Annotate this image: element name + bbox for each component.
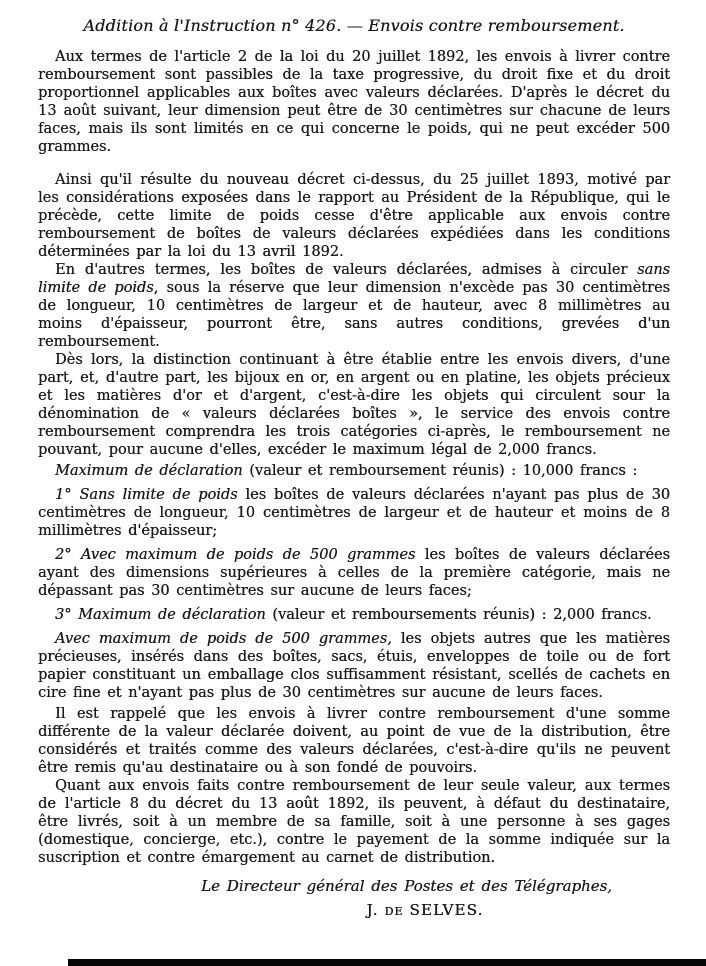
signature-particle: DE	[384, 905, 404, 918]
paragraph-item-3-max-declaration-2000: 3° Maximum de déclaration (valeur et remboursements réunis) : 2,000 francs.	[55, 607, 652, 623]
paragraph-il-est-rappele: Il est rappelé que les envois à livrer contre remboursement d'une somme différente de la valeur déclarée doivent, au point de vue de la distribution, être considérés et traités comme des valeurs déclarées, c'est-à-dire qu'ils ne peuvent être remis qu'au destinataire ou à son fondé de pouvoirs.	[38, 706, 670, 776]
paragraph-en-dautres-termes: En d'autres termes, les boîtes de valeurs déclarées, admises à circuler sans limite de poids, sous la réserve que leur dimension n'excède pas 30 centimètres de longueur, 10 centimètres de largeur et de hauteur, avec 8 millimètres au moins d'épaisseur, pourront être, sans autres conditions, grevées d'un remboursement.	[38, 262, 670, 350]
paragraph-des-lors-distinction: Dès lors, la distinction continuant à être établie entre les envois divers, d'une part, et, d'autre part, les bijoux en or, en argent ou en platine, les objets précieux et les matières d'or et d'argent, c'est-à-dire les objets qui circulent sour la dénomination de « valeurs déclarées boîtes », le service des envois contre remboursement comprendra les trois catégories ci-après, le remboursement ne pouvant, pour aucune d'elles, excéder le maximum légal de 2,000 francs.	[38, 352, 670, 458]
paragraph-item-2-max-500g: 2° Avec maximum de poids de 500 grammes les boîtes de valeurs déclarées ayant des dimensions supérieures à celles de la première catégorie, mais ne dépassant pas 30 centimètres sur aucune de leurs faces;	[38, 547, 670, 599]
document-title: Addition à l'Instruction n° 426. — Envois contre remboursement.	[83, 16, 625, 35]
signature-initial: J.	[366, 901, 385, 919]
paragraph-article-2-loi-1892: Aux termes de l'article 2 de la loi du 20 juillet 1892, les envois à livrer contre remboursement sont passibles de la taxe progressive, du droit fixe et du droit proportionnel applicables aux boîtes avec valeurs déclarées. D'après le décret du 13 août suivant, leur dimension peut être de 30 centimètres sur chacune de leurs faces, mais ils sont limités en ce qui concerne le poids, qui ne peut excéder 500 grammes.	[38, 49, 670, 155]
paragraph-decret-25-juillet-1893: Ainsi qu'il résulte du nouveau décret ci-dessus, du 25 juillet 1893, motivé par les considérations exposées dans le rapport au Président de la République, qui le précède, cette limite de poids cesse d'être applicable aux envois contre remboursement de boîtes de valeurs déclarées expédiées dans les conditions déterminées par la loi du 13 avril 1892.	[38, 172, 670, 260]
paragraph-maximum-declaration-10000: Maximum de déclaration (valeur et remboursement réunis) : 10,000 francs :	[55, 463, 638, 479]
paragraph-item-1-sans-limite: 1° Sans limite de poids les boîtes de valeurs déclarées n'ayant pas plus de 30 centimètres de longueur, 10 centimètres de largeur et de hauteur et moins de 8 millimètres d'épaisseur;	[38, 487, 670, 539]
signature-role: Le Directeur général des Postes et des Télégraphes,	[201, 877, 612, 895]
document-sheet	[38, 16, 670, 919]
paragraph-avec-maximum-500g: Avec maximum de poids de 500 grammes, les objets autres que les matières précieuses, insérés dans des boîtes, sacs, étuis, enveloppes de toile ou de fort papier constituant un emballage clos suffisamment résistant, scellés de cachets en cire fine et n'ayant pas plus de 30 centimètres sur aucune de leurs faces.	[38, 631, 670, 701]
scan-artifact-bar	[68, 959, 706, 966]
signature-name	[38, 901, 670, 919]
paragraph-quant-aux-envois: Quant aux envois faits contre remboursement de leur seule valeur, aux termes de l'article 8 du décret du 13 août 1892, ils peuvent, à défaut du destinataire, être livrés, soit à un membre de sa famille, soit à une personne à ses gages (domestique, concierge, etc.), contre le payement de la somme indiquée sur la suscription et contre émargement au carnet de distribution.	[38, 778, 670, 866]
document-body	[38, 48, 670, 867]
signature-family: SELVES.	[403, 901, 484, 919]
